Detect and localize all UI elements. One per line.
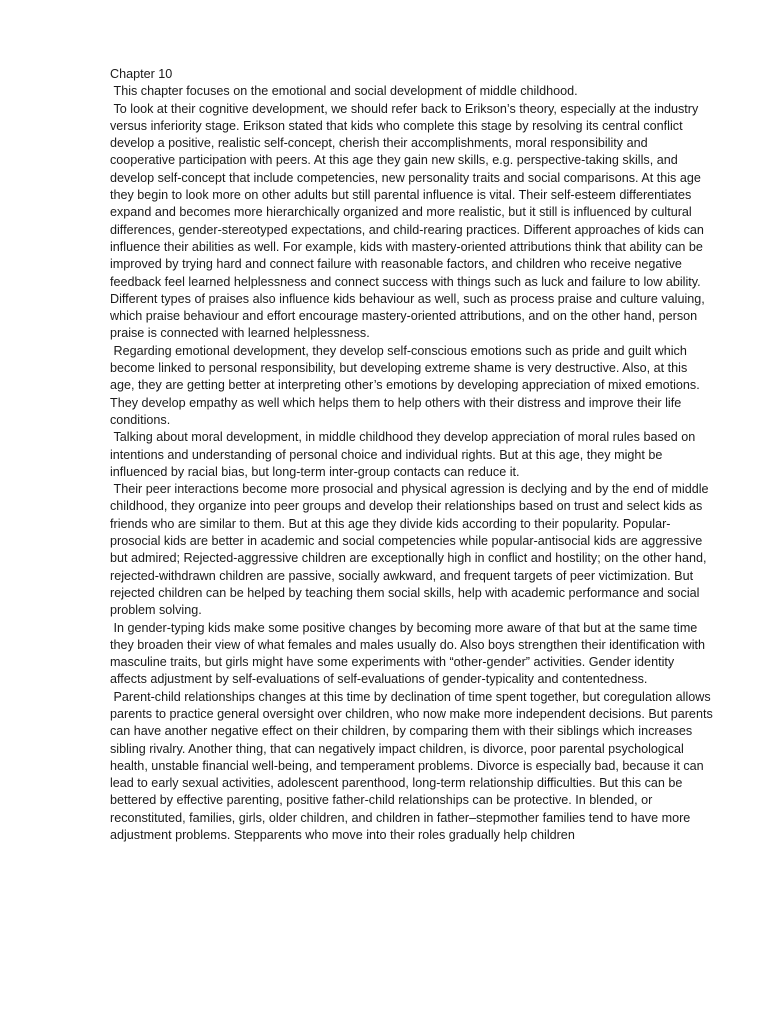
paragraph-peer-interactions: Their peer interactions become more prosocial and physical agression is declying and by the end of middle childhood, they organize into peer groups and develop their relationships based on trust and select kids as friends who are similar to them. But at this age they divide kids according to their popularity. Popular-prosocial kids are better in academic and social competencies while popular-antisocial kids are aggressive but admired; Rejected-aggressive children are exceptionally high in conflict and hostility; on the other hand, rejected-withdrawn children are passive, socially awkward, and frequent targets of peer victimization. But rejected children can be helped by teaching them social skills, help with academic performance and social problem solving. bbox=[110, 482, 713, 618]
paragraph-cognitive-development: To look at their cognitive development, we should refer back to Erikson’s theory, especially at the industry versus inferiority stage. Erikson stated that kids who complete this stage by resolving its central conflict develop a positive, realistic self-concept, cherish their accomplishments, moral responsibility and cooperative participation with peers. At this age they gain new skills, e.g. perspective-taking skills, and develop self-concept that include competencies, new personality traits and social comparisons. At this age they begin to look more on other adults but still parental influence is vital. Their self-esteem differentiates expand and becomes more hierarchically organized and more realistic, but it still is influenced by cultural differences, gender-stereotyped expectations, and child-rearing practices. Different approaches of kids can influence their abilities as well. For example, kids with mastery-oriented attributions think that ability can be improved by trying hard and connect failure with reasonable factors, and children who receive negative feedback feel learned helplessness and connect success with things such as luck and failure to low ability. Different types of praises also influence kids behaviour as well, such as process praise and culture valuing, which praise behaviour and effort encourage mastery-oriented attributions, and on the other hand, person praise is connected with learned helplessness. bbox=[110, 101, 709, 341]
paragraph-parent-child: Parent-child relationships changes at this time by declination of time spent together, but coregulation allows parents to practice general oversight over children, who now make more independent decisions. But parents can have another negative effect on their children, by comparing them with their siblings which increases sibling rivalry. Another thing, that can negatively impact children, is divorce, poor parental psychological health, unstable financial well-being, and temperament problems. Divorce is especially bad, because it can lead to early sexual activities, adolescent parenthood, long-term relationship difficulties. But this can be bettered by effective parenting, positive father-child relationships can be protective. In blended, or reconstituted, families, girls, older children, and children in father–stepmother families tend to have more adjustment problems. Stepparents who move into their roles gradually help children bbox=[110, 689, 717, 843]
paragraph-gender-typing: In gender-typing kids make some positive changes by becoming more aware of that but at the same time they broaden their view of what females and males usually do. Also boys strengthen their identification with masculine traits, but girls might have some experiments with “other-gender” activities. Gender identity affects adjustment by self-evaluations of self-evaluations of gender-typicality and contentedness. bbox=[110, 620, 709, 687]
chapter-heading: Chapter 10 bbox=[110, 67, 173, 81]
paragraph-intro: This chapter focuses on the emotional and social development of middle childhood. bbox=[110, 84, 578, 99]
document-page bbox=[110, 66, 717, 844]
paragraph-emotional-development: Regarding emotional development, they develop self-conscious emotions such as pride and guilt which become linked to personal responsibility, but developing extreme shame is very destructive. Also, at this age, they are getting better at interpreting other’s emotions by developing appreciation of mixed emotions. They develop empathy as well which helps them to help others with their distress and improve their life conditions. bbox=[110, 343, 703, 427]
paragraph-moral-development: Talking about moral development, in middle childhood they develop appreciation of moral rules based on intentions and understanding of personal choice and individual rights. But at this age, they might be influenced by racial bias, but long-term inter-group contacts can reduce it. bbox=[110, 430, 699, 479]
